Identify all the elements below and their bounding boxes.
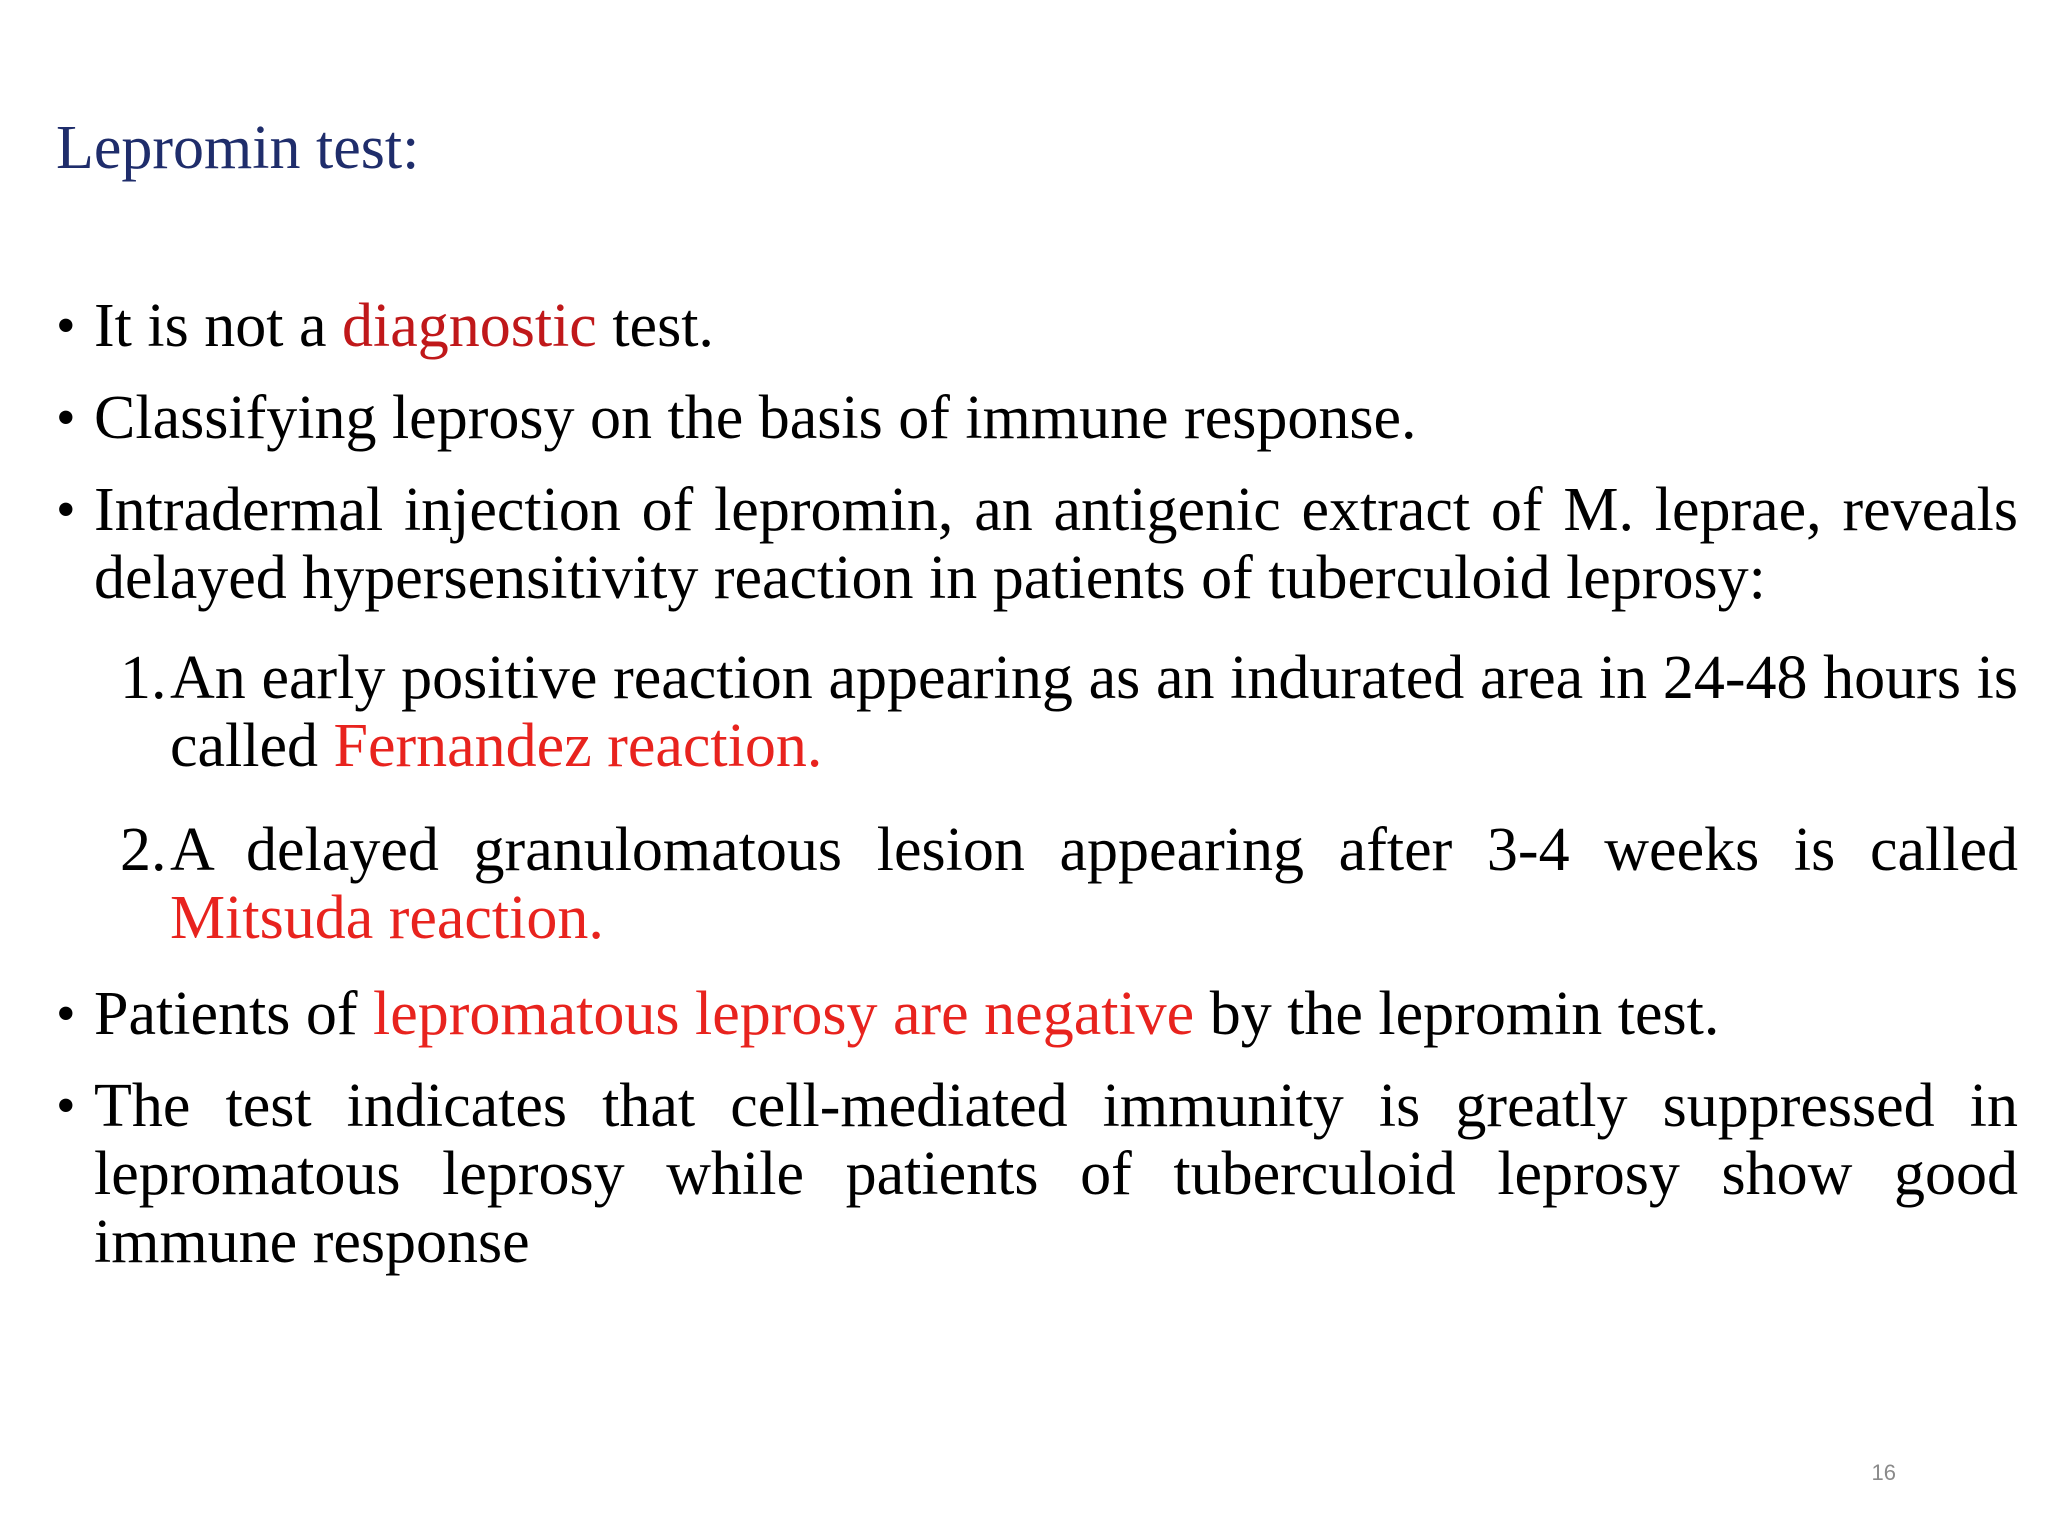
bullet-marker: • [56,387,76,449]
bullet-text [94,292,2018,360]
bullet-item [56,384,2018,452]
bullet-highlight: diagnostic [341,292,597,360]
numbered-text [170,644,2018,780]
slide-body [56,292,2018,1276]
bullet-text: Intradermal injection of lepromin, an antigenic extract of M. leprae, reveals delayed hypersensitivity reaction in patients of tuberculoid leprosy: [94,476,2018,612]
bullet-text: The test indicates that cell-mediated immunity is greatly suppressed in lepromatous leprosy while patients of tuberculoid leprosy show good immune response [94,1072,2018,1276]
numbered-item [56,816,2018,952]
page-number: 16 [1871,1460,1896,1485]
slide-title: Lepromin test: [56,114,420,182]
numbered-marker: 2. [120,816,167,884]
bullet-highlight: lepromatous leprosy are negative [372,980,1195,1048]
bullet-marker: • [56,983,76,1045]
bullet-text [94,980,2018,1048]
bullet-marker: • [56,1075,76,1137]
bullet-text-after: by the lepromin test. [1194,980,1720,1048]
bullet-item [56,1072,2018,1276]
bullet-text-before: It is not a [94,292,342,360]
bullet-marker: • [56,295,76,357]
numbered-text [170,816,2018,952]
numbered-text-before: An early positive reaction appearing as an indurated area in 24-48 hours is called [170,644,2018,780]
numbered-text-before: A delayed granulomatous lesion appearing after 3-4 weeks is called [170,816,2018,884]
bullet-item [56,980,2018,1048]
bullet-text: Classifying leprosy on the basis of immune response. [94,384,1417,452]
bullet-text-before: Patients of [94,980,373,1048]
bullet-item [56,476,2018,612]
bullet-item [56,292,2018,360]
bullet-marker: • [56,479,76,541]
numbered-highlight: Mitsuda reaction. [170,884,604,952]
numbered-item [56,644,2018,780]
numbered-marker: 1. [120,644,167,712]
bullet-text-after: test. [596,292,714,360]
numbered-highlight: Fernandez reaction. [333,712,823,780]
